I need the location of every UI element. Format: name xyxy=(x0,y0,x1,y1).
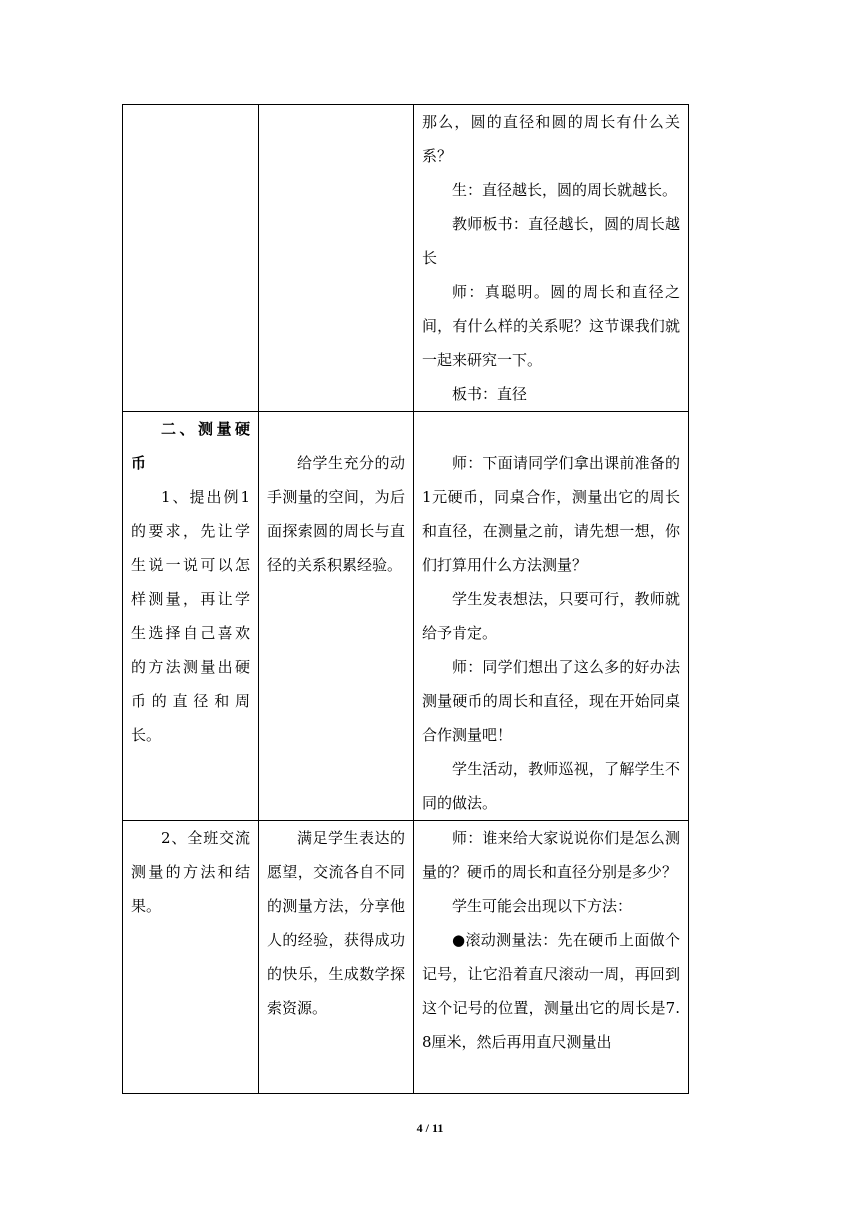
table-cell xyxy=(123,821,259,1094)
paragraph: ●滚动测量法：先在硬币上面做个记号，让它沿着直尺滚动一周，再回到这个记号的位置，测量出它的周长是7.8厘米，然后再用直尺测量出 xyxy=(422,931,680,1051)
lesson-plan-table xyxy=(122,104,689,1094)
table-cell xyxy=(259,105,414,412)
paragraph: 满足学生表达的愿望，交流各自不同的测量方法，分享他人的经验，获得成功的快乐，生成数学探索资源。 xyxy=(267,829,405,1017)
table-cell xyxy=(414,412,689,821)
table-cell xyxy=(414,105,689,412)
table-cell xyxy=(123,105,259,412)
paragraph: 师：真聪明。圆的周长和直径之间，有什么样的关系呢？这节课我们就一起来研究一下。 xyxy=(422,283,680,369)
table-cell xyxy=(414,821,689,1094)
paragraph: 板书：直径 xyxy=(452,385,528,403)
table-cell xyxy=(259,821,414,1094)
table-row xyxy=(123,412,689,821)
paragraph: 1、提出例1的要求，先让学生说一说可以怎样测量，再让学生选择自己喜欢的方法测量出硬币的直径和周长。 xyxy=(131,488,250,744)
paragraph: 教师板书：直径越长，圆的周长越长 xyxy=(422,215,680,267)
paragraph: 给学生充分的动手测量的空间，为后面探索圆的周长与直径的关系积累经验。 xyxy=(267,454,405,574)
table-row xyxy=(123,821,689,1094)
table-row xyxy=(123,105,689,412)
table-cell xyxy=(259,412,414,821)
section-heading: 二、测量硬币 xyxy=(131,420,250,472)
paragraph: 2、全班交流测量的方法和结果。 xyxy=(131,829,250,915)
paragraph: 师：同学们想出了这么多的好办法测量硬币的周长和直径，现在开始同桌合作测量吧！ xyxy=(422,658,680,744)
paragraph: 学生发表想法，只要可行，教师就给予肯定。 xyxy=(422,590,680,642)
paragraph: 生：直径越长，圆的周长就越长。 xyxy=(452,181,678,199)
table-cell xyxy=(123,412,259,821)
paragraph: 那么，圆的直径和圆的周长有什么关系？ xyxy=(422,113,680,165)
paragraph: 师：谁来给大家说说你们是怎么测量的？硬币的周长和直径分别是多少？ xyxy=(422,829,680,881)
paragraph: 师：下面请同学们拿出课前准备的1元硬币，同桌合作，测量出它的周长和直径，在测量之前，请先想一想，你们打算用什么方法测量？ xyxy=(422,454,680,574)
paragraph: 学生可能会出现以下方法： xyxy=(452,897,633,915)
page-number: 4 / 11 xyxy=(416,1121,444,1135)
paragraph: 学生活动，教师巡视，了解学生不同的做法。 xyxy=(422,760,680,812)
